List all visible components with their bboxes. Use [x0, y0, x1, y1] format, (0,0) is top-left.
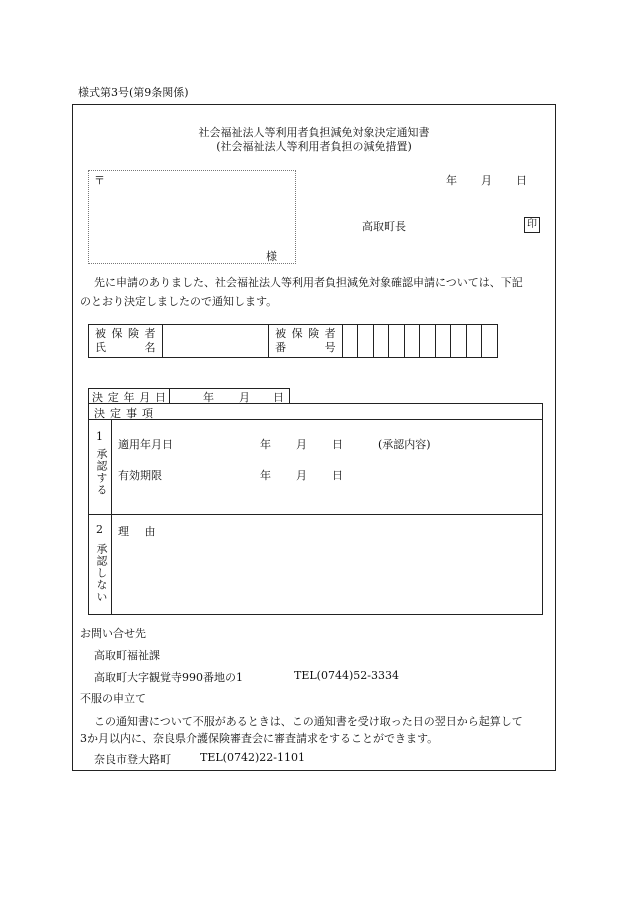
intro-line-1: 先に申請のありました、社会福祉法人等利用者負担減免対象確認申請については、下記: [94, 276, 523, 289]
issue-date-month: 月: [481, 174, 492, 187]
insured-info-table: [88, 324, 498, 358]
intro-line-2: のとおり決定しましたので通知します。: [80, 295, 278, 308]
insured-number-label-bottom: 番号: [275, 341, 336, 354]
contact-department: 高取町福祉課: [94, 649, 160, 662]
apply-date-label: 適用年月日: [118, 438, 173, 451]
section1-number: 1: [96, 430, 103, 443]
insured-number-label-cell: [269, 325, 343, 358]
apply-date-month: 月: [296, 438, 307, 451]
issue-date-day: 日: [516, 174, 527, 187]
insured-number-digit: [420, 325, 436, 358]
insured-number-digit: [482, 325, 498, 358]
appeal-line-2: 3か月以内に、奈良県介護保険審査会に審査請求をすることができます。: [80, 732, 439, 745]
reason-label: 理 由: [118, 525, 162, 538]
insured-number-digit: [358, 325, 374, 358]
insured-number-digit: [466, 325, 482, 358]
section2-number: 2: [96, 523, 103, 536]
seal-mark: 印: [524, 217, 540, 233]
insured-name-label-cell: [89, 325, 163, 358]
appeal-address: 奈良市登大路町: [94, 753, 171, 766]
apply-date-year: 年: [260, 438, 271, 451]
insured-name-label-bottom: 氏名: [95, 341, 156, 354]
approval-content-label: (承認内容): [378, 438, 431, 451]
addressee-suffix: 様: [266, 250, 277, 263]
insured-number-digit: [404, 325, 420, 358]
insured-number-label-top: 被保険者: [275, 327, 336, 340]
contact-phone: TEL(0744)52-3334: [294, 669, 399, 682]
section2-reject-label: 承認しない: [95, 543, 108, 603]
insured-number-digit: [435, 325, 451, 358]
decision-section-column-divider: [111, 419, 112, 615]
decision-items-box: [88, 403, 543, 615]
issue-date-year: 年: [446, 174, 457, 187]
valid-period-label: 有効期限: [118, 469, 162, 482]
appeal-phone: TEL(0742)22-1101: [200, 751, 305, 764]
insured-number-digit: [389, 325, 405, 358]
section1-approve-label: 承認する: [95, 448, 108, 496]
decision-date-label: 決定年月日: [92, 391, 166, 404]
addressee-box: [88, 170, 296, 264]
insured-number-digit: [451, 325, 467, 358]
insured-name-label-top: 被保険者: [95, 327, 156, 340]
insured-number-digit: [342, 325, 358, 358]
apply-date-day: 日: [332, 438, 343, 451]
decision-items-label: 決定事項: [94, 407, 158, 420]
contact-heading: お問い合せ先: [80, 627, 146, 640]
insured-number-digit: [373, 325, 389, 358]
document-subtitle: (社会福祉法人等利用者負担の減免措置): [216, 140, 412, 153]
decision-section-divider: [88, 514, 543, 515]
valid-period-month: 月: [296, 469, 307, 482]
document-title: 社会福祉法人等利用者負担減免対象決定通知書: [198, 126, 430, 139]
form-number-label: 様式第3号(第9条関係): [78, 86, 189, 99]
insured-name-value: [162, 325, 269, 358]
postal-mark: 〒: [94, 174, 105, 187]
decision-date-year: 年: [203, 391, 214, 404]
issuer-name: 高取町長: [362, 220, 406, 233]
valid-period-year: 年: [260, 469, 271, 482]
contact-address: 高取町大字観覚寺990番地の1: [94, 671, 243, 684]
decision-date-day: 日: [273, 391, 284, 404]
appeal-heading: 不服の申立て: [80, 692, 146, 705]
valid-period-day: 日: [332, 469, 343, 482]
appeal-line-1: この通知書について不服があるときは、この通知書を受け取った日の翌日から起算して: [94, 715, 523, 728]
decision-date-month: 月: [239, 391, 250, 404]
